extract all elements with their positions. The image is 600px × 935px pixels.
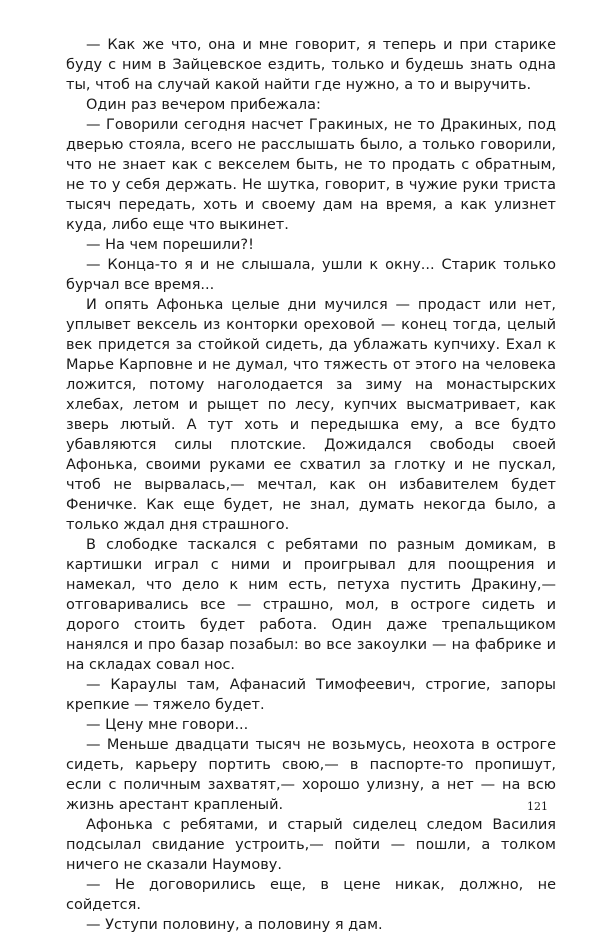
- paragraph: — Конца-то я и не слышала, ушли к окну... Старик только бурчал все время...: [66, 257, 556, 293]
- paragraph: Афонька с ребятами, и старый сиделец следом Василия подсылал свидание устроить,— пойти — пошли, а толком ничего не сказали Наумову.: [66, 817, 556, 873]
- paragraph: — Цену мне говори...: [86, 717, 249, 733]
- paragraph: — Уступи половину, а половину я дам.: [86, 917, 383, 933]
- paragraph: В слободке таскался с ребятами по разным домикам, в картишки играл с ними и проигрывал для поощрения и намекал, что дело к ним есть, петуха пустить Дракину,— отговаривались все — страшно, мол, в остроге сидеть и дорого стоить будет работа. Один даже трепальщиком нанялся и про базар позабыл: во все закоулки — на фабрике и на складах совал нос.: [66, 537, 556, 673]
- paragraph: — Караулы там, Афанасий Тимофеевич, строгие, запоры крепкие — тяжело будет.: [66, 677, 556, 713]
- paragraph: — Меньше двадцати тысяч не возьмусь, неохота в остроге сидеть, карьеру портить свою,— в паспорте-то пропишут, если с поличным захватят,— хорошо улизну, а нет — на всю жизнь арестант крапленый.: [66, 737, 556, 813]
- paragraph: — На чем порешили?!: [86, 237, 254, 253]
- paragraph: — Говорили сегодня насчет Гракиных, не то Дракиных, под дверью стояла, всего не расслышать было, а только говорили, что не знает как с векселем быть, не то продать с обратным, не то у себя держать. Не шутка, говорит, в чужие руки триста тысяч передать, хоть и своему дам на время, а как улизнет куда, либо еще что выкинет.: [66, 117, 556, 233]
- page-number: 121: [527, 800, 548, 813]
- paragraph: Один раз вечером прибежала:: [86, 97, 321, 113]
- paragraph: — Как же что, она и мне говорит, я теперь и при старике буду с ним в Зайцевское ездить, только и будешь знать одна ты, чтоб на случай какой найти где нужно, а то и выручить.: [66, 37, 556, 93]
- paragraph: — Не договорились еще, в цене никак, должно, не сойдется.: [66, 877, 556, 913]
- paragraph: И опять Афонька целые дни мучился — продаст или нет, уплывет вексель из конторки ореховой — конец тогда, целый век придется за стойкой сидеть, да ублажать купчиху. Ехал к Марье Карповне и не думал, что тяжесть от этого на человека ложится, потому наголодается за зиму на монастырских хлебах, летом и рыщет по лесу, купчих высматривает, как зверь лютый. А тут хоть и передышка ему, а все будто убавляются силы плотские. Дожидался свободы своей Афонька, своими руками ее схватил за глотку и не пускал, чтоб не вырвалась,— мечтал, как он избавителем будет Феничке. Как еще будет, не знал, думать некогда было, а только ждал дня страшного.: [66, 297, 556, 533]
